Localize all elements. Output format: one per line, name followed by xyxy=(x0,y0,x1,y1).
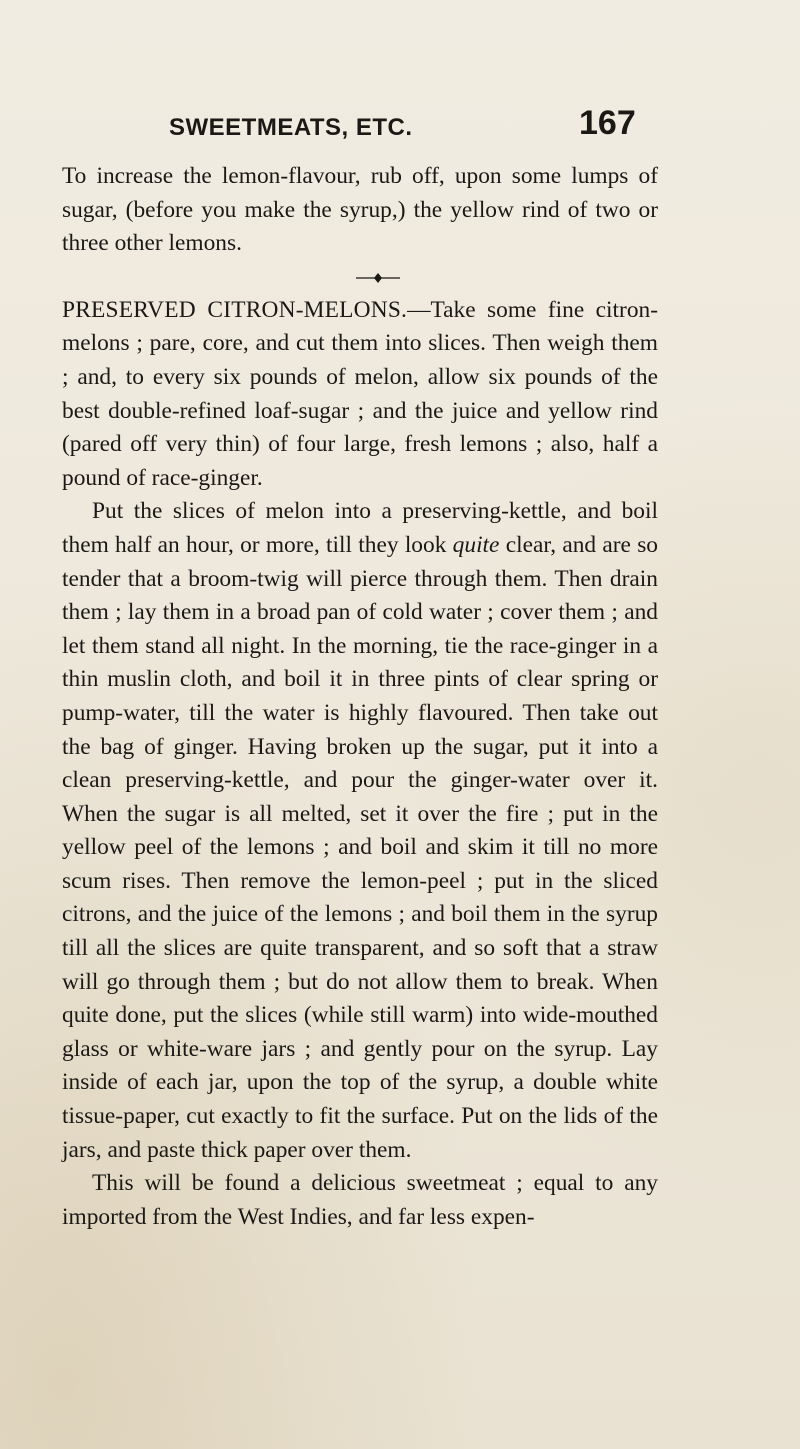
body-text xyxy=(62,160,658,1234)
method-text-b: clear, and are so tender that a broom-twig will pierce through them. Then drain them ; lay them in a broad pan of cold water ; cover them ; and let them stand all night. In the morning, tie the race-ginger in a thin muslin cloth, and boil it in three pints of clear spring or pump-water, till the water is highly flavoured. Then take out the bag of ginger. Having broken up the sugar, put it into a clean preserving-kettle, and pour the ginger-water over it. When the sugar is all melted, set it over the fire ; put in the yellow peel of the lemons ; and boil and skim it till no more scum rises. Then remove the lemon-peel ; put in the sliced citrons, and the juice of the lemons ; and boil them in the syrup till all the slices are quite transparent, and so soft that a straw will go through them ; but do not allow them to break. When quite done, put the slices (while still warm) into wide-mouthed glass or white-ware jars ; and gently pour on the syrup. Lay inside of each jar, upon the top of the syrup, a double white tissue-paper, cut exactly to fit the surface. Put on the lids of the jars, and paste thick paper over them. xyxy=(62,531,658,1163)
page-number: 167 xyxy=(579,104,636,142)
section-divider xyxy=(62,261,658,294)
paragraph-method xyxy=(62,495,658,1167)
paragraph-lemon-flavour: To increase the lemon-flavour, rub off, upon some lumps of sugar, (before you make the syrup,) the yellow rind of two or three other lemons. xyxy=(62,163,658,257)
method-emphasis: quite xyxy=(452,531,500,558)
paragraph-closing: This will be found a delicious sweetmeat ; equal to any imported from the West Indies, and far less expen- xyxy=(62,1170,658,1230)
running-head xyxy=(0,100,800,144)
running-head-title: SWEETMEATS, ETC. xyxy=(169,114,413,141)
recipe-intro: —Take some fine citron-melons ; pare, core, and cut them into slices. Then weigh them ; and, to every six pounds of melon, allow six pounds of the best double-refined loaf-sugar ; and the juice and yellow rind (pared off very thin) of four large, fresh lemons ; also, half a pound of race-ginger. xyxy=(62,296,659,491)
divider-ornament-icon xyxy=(354,272,402,284)
method-text-a: Put the slices of melon into a preserving-kettle, and boil them half an hour, or more, till they look xyxy=(62,498,658,558)
paragraph-citron-melons xyxy=(62,294,658,496)
recipe-heading: PRESERVED CITRON-MELONS. xyxy=(62,296,408,323)
